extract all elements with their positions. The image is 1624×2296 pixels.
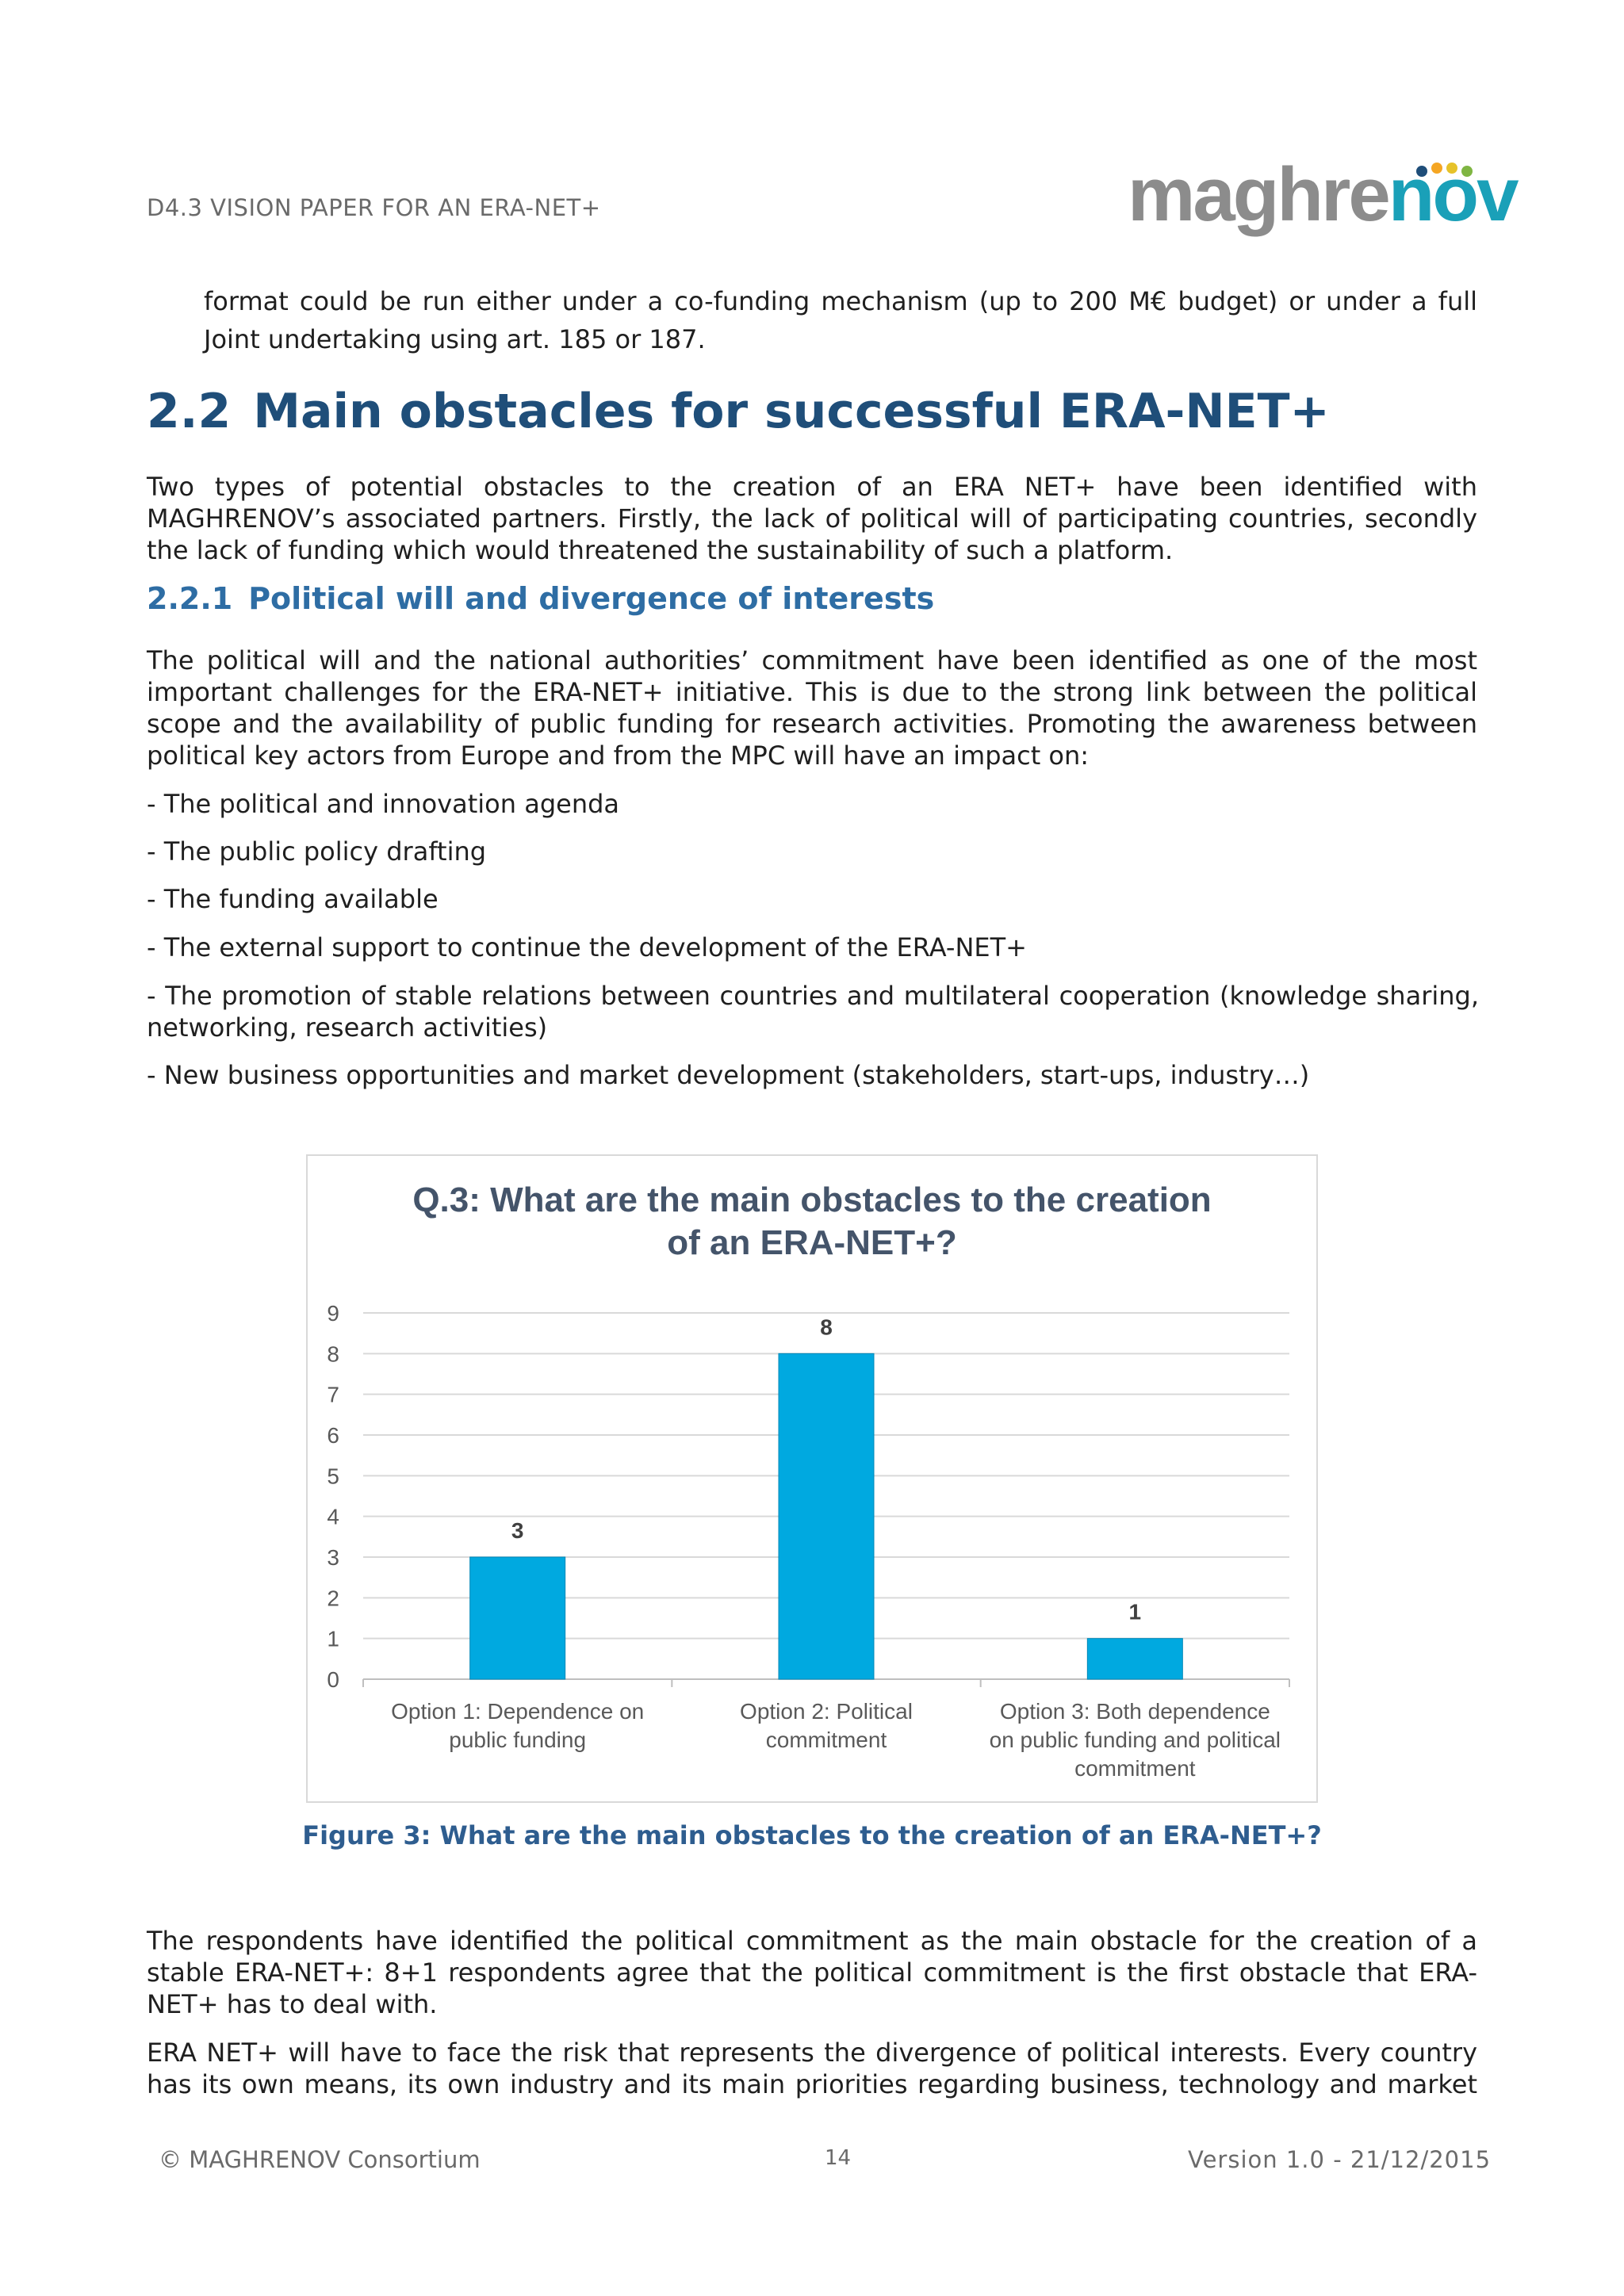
figure-caption: Figure 3: What are the main obstacles to the creation of an ERA-NET+?: [302, 1820, 1322, 1850]
y-tick-label: 0: [327, 1667, 339, 1692]
list-item: - The funding available: [147, 884, 439, 914]
x-tick-label: commitment: [765, 1728, 887, 1752]
y-tick-label: 4: [327, 1504, 339, 1529]
section-heading: [147, 384, 1330, 439]
y-tick-label: 5: [327, 1464, 339, 1489]
x-tick-label: public funding: [449, 1728, 587, 1752]
chart-title-line-1: Q.3: What are the main obstacles to the creation: [412, 1181, 1212, 1219]
subsection-number: 2.2.1: [147, 581, 233, 616]
chart-title-line-2: of an ERA-NET+?: [667, 1223, 957, 1262]
data-label: 3: [511, 1518, 524, 1543]
x-tick-label: Option 3: Both dependence: [999, 1699, 1270, 1724]
list-item: - The public policy drafting: [147, 836, 487, 867]
bar: [1087, 1639, 1182, 1679]
section-number: 2.2: [147, 384, 232, 439]
footer-version: Version 1.0 - 21/12/2015: [1188, 2146, 1492, 2173]
subsection-paragraph: The political will and the national authorities’ commitment have been identified as one of the most important challenges for the ERA-NET+ initiative. This is due to the strong link between the political scope and the availability of public funding for research activities. Promoting the awareness between political key actors from Europe and from the MPC will have an impact on:: [147, 645, 1477, 771]
maghrenov-logo: [1126, 155, 1522, 243]
subsection-title: Political will and divergence of interests: [248, 581, 935, 616]
y-tick-label: 6: [327, 1423, 339, 1448]
subsection-heading: [147, 581, 934, 616]
y-tick-label: 1: [327, 1626, 339, 1651]
section-title: Main obstacles for successful ERA-NET+: [253, 384, 1330, 439]
y-tick-label: 9: [327, 1301, 339, 1326]
analysis-paragraph-2: ERA NET+ will have to face the risk that represents the divergence of political interests. Every country has its own means, its own industry and its main priorities regarding business, technology and market: [147, 2038, 1477, 2099]
intro-paragraph: format could be run either under a co-funding mechanism (up to 200 M€ budget) or under a full Joint undertaking using art. 185 or 187.: [204, 286, 1477, 354]
list-item: - The external support to continue the development of the ERA-NET+: [147, 932, 1027, 962]
y-tick-label: 3: [327, 1545, 339, 1570]
y-tick-label: 7: [327, 1382, 339, 1407]
bar-chart: [308, 1156, 1316, 1801]
data-label: 8: [820, 1314, 833, 1340]
document-header-title: D4.3 VISION PAPER FOR AN ERA-NET+: [147, 194, 601, 221]
x-tick-label: Option 2: Political: [740, 1699, 913, 1724]
y-tick-label: 8: [327, 1341, 339, 1367]
data-label: 1: [1128, 1599, 1142, 1624]
x-tick-label: Option 1: Dependence on: [391, 1699, 645, 1724]
bar: [470, 1557, 565, 1679]
bar: [779, 1353, 874, 1679]
svg-text:maghrenov: maghrenov: [1128, 155, 1517, 237]
chart-container: [306, 1154, 1318, 1803]
x-tick-label: commitment: [1074, 1756, 1196, 1781]
list-item: - New business opportunities and market development (stakeholders, start-ups, industry…): [147, 1060, 1310, 1090]
section-paragraph: Two types of potential obstacles to the creation of an ERA NET+ have been identified with MAGHRENOV’s associated partners. Firstly, the lack of political will of participating countries, secondly the lack of funding which would threatened the sustainability of such a platform.: [147, 472, 1477, 565]
analysis-paragraph-1: The respondents have identified the political commitment as the main obstacle for the creation of a stable ERA-NET+: 8+1 respondents agree that the political commitment is the first obstacle that ERA-NET+ has to deal with.: [147, 1926, 1477, 2019]
list-item: - The promotion of stable relations between countries and multilateral cooperation (knowledge sharing, networking, research activities): [147, 981, 1479, 1043]
footer-copyright: © MAGHRENOV Consortium: [159, 2146, 481, 2173]
page-number: 14: [825, 2146, 852, 2170]
x-tick-label: on public funding and political: [989, 1728, 1281, 1752]
list-item: - The political and innovation agenda: [147, 789, 620, 819]
y-tick-label: 2: [327, 1586, 339, 1611]
